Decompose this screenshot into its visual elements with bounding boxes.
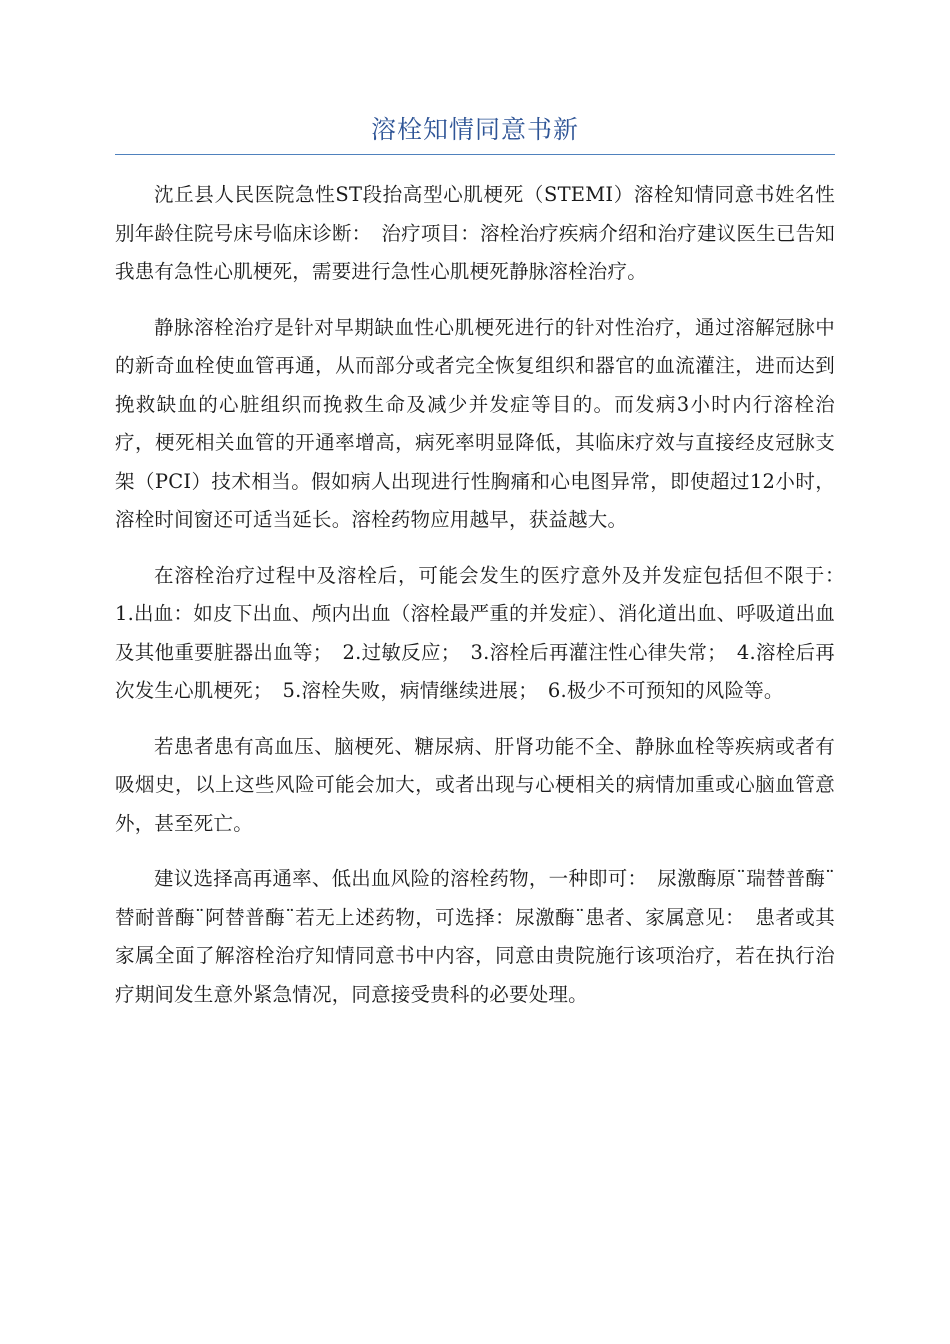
paragraph-treatment-description: 静脉溶栓治疗是针对早期缺血性心肌梗死进行的针对性治疗，通过溶解冠脉中的新奇血栓使血管再通，从而部分或者完全恢复组织和器官的血流灌注，进而达到挽救缺血的心脏组织而挽救生命及减少并发症等目的。而发病3小时内行溶栓治疗，梗死相关血管的开通率增高，病死率明显降低，其临床疗效与直接经皮冠脉支架（PCI）技术相当。假如病人出现进行性胸痛和心电图异常，即使超过12小时，溶栓时间窗还可适当延长。溶栓药物应用越早，获益越大。 bbox=[115, 315, 835, 531]
title-underline bbox=[115, 154, 835, 155]
paragraph-intro: 沈丘县人民医院急性ST段抬高型心肌梗死（STEMI）溶栓知情同意书姓名性别年龄住院号床号临床诊断： 治疗项目：溶栓治疗疾病介绍和治疗建议医生已告知我患有急性心肌梗死，需要进行急性心肌梗死静脉溶栓治疗。 bbox=[115, 183, 835, 283]
paragraph-risk-factors: 若患者患有高血压、脑梗死、糖尿病、肝肾功能不全、静脉血栓等疾病或者有吸烟史，以上这些风险可能会加大，或者出现与心梗相关的病情加重或心脑血管意外，甚至死亡。 bbox=[115, 734, 835, 835]
paragraph-complications: 在溶栓治疗过程中及溶栓后，可能会发生的医疗意外及并发症包括但不限于： 1.出血：如皮下出血、颅内出血（溶栓最严重的并发症）、消化道出血、呼吸道出血及其他重要脏器出血等； 2.过敏反应； 3.溶栓后再灌注性心律失常； 4.溶栓后再次发生心肌梗死； 5.溶栓失败，病情继续进展； 6.极少不可预知的风险等。 bbox=[115, 563, 855, 702]
paragraph-drug-choice-consent: 建议选择高再通率、低出血风险的溶栓药物，一种即可： 尿激酶原¨瑞替普酶¨替耐普酶¨阿替普酶¨若无上述药物，可选择：尿激酶¨患者、家属意见： 患者或其家属全面了解溶栓治疗知情同意书中内容，同意由贵院施行该项治疗，若在执行治疗期间发生意外紧急情况，同意接受贵科的必要处理。 bbox=[115, 867, 835, 1006]
document-body bbox=[115, 176, 855, 1031]
document-title: 溶栓知情同意书新 bbox=[370, 115, 579, 144]
